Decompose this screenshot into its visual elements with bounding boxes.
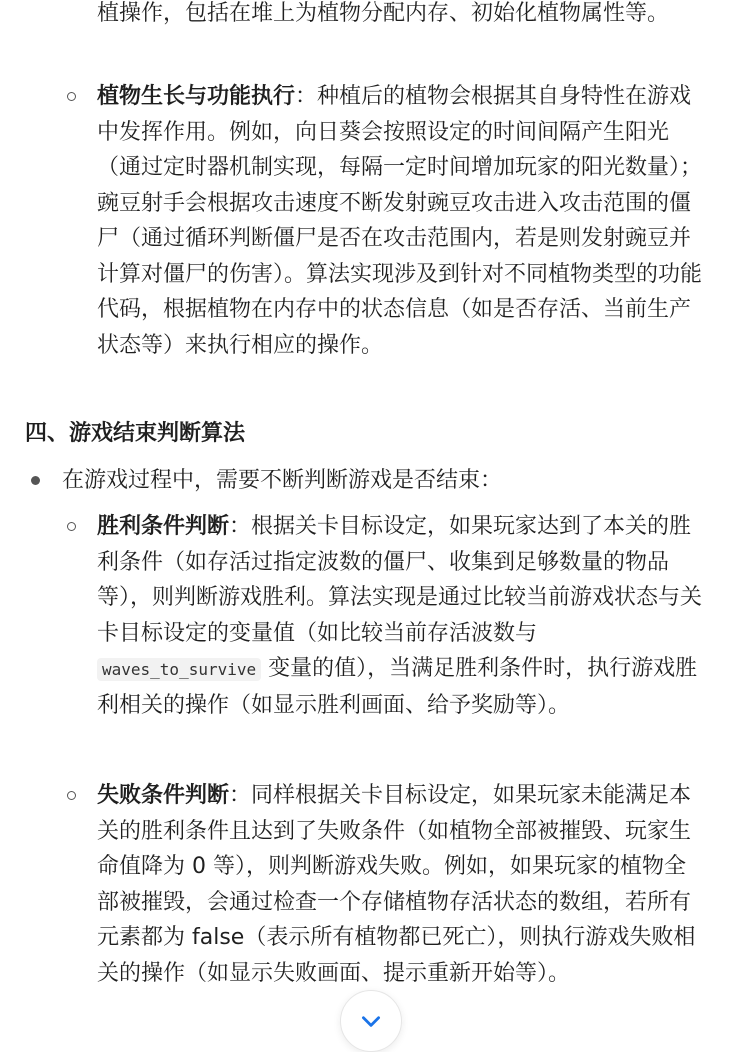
item-title: 失败条件判断: [97, 783, 230, 808]
item-body: ：种植后的植物会根据其自身特性在游戏中发挥作用。例如，向日葵会按照设定的时间间隔产生阳光（通过定时器机制实现，每隔一定时间增加玩家的阳光数量）；豌豆射手会根据攻击速度不断发射豌豆攻击进入攻击范围的僵尸（通过循环判断僵尸是否在攻击范围内，若是则发射豌豆并计算对僵尸的伤害）。算法实现涉及到针对不同植物类型的功能代码，根据植物在内存中的状态信息（如是否存活、当前生产状态等）来执行相应的操作。: [97, 84, 703, 358]
chevron-down-icon: [358, 1008, 384, 1034]
list-item-continuation: [97, 0, 707, 32]
item-body-continued: 变量的值），当满足胜利条件时，执行游戏胜利相关的操作（如显示胜利画面、给予奖励等）。: [97, 656, 698, 718]
bullet-icon: [31, 476, 40, 485]
scroll-down-button[interactable]: [340, 990, 402, 1052]
hollow-bullet-icon: [67, 522, 76, 531]
item-title: 植物生长与功能执行: [97, 84, 296, 109]
continuation-text: 植操作，包括在堆上为植物分配内存、初始化植物属性等。: [97, 1, 670, 26]
hollow-bullet-icon: [67, 791, 76, 800]
item-title: 胜利条件判断: [97, 514, 230, 539]
section-heading: 四、游戏结束判断算法: [25, 421, 246, 446]
list-item-win-condition: [97, 509, 707, 723]
list-item-intro: 在游戏过程中，需要不断判断游戏是否结束：: [62, 468, 503, 493]
item-body: ：同样根据关卡目标设定，如果玩家未能满足本关的胜利条件且达到了失败条件（如植物全部被摧毁、玩家生命值降为 0 等），则判断游戏失败。例如，如果玩家的植物全部被摧毁，会通过检查一个存储植物存活状态的数组，若所有元素都为 false（表示所有植物都已死亡），则执行游戏失败相关的操作（如显示失败画面、提示重新开始等）。: [97, 783, 696, 986]
item-body: ：根据关卡目标设定，如果玩家达到了本关的胜利条件（如存活过指定波数的僵尸、收集到足够数量的物品等），则判断游戏胜利。算法实现是通过比较当前游戏状态与关卡目标设定的变量值（如比较当前存活波数与: [97, 514, 703, 646]
list-item-lose-condition: [97, 778, 707, 991]
hollow-bullet-icon: [67, 92, 76, 101]
inline-code: waves_to_survive: [97, 658, 261, 681]
list-item-plant-growth: [97, 79, 707, 363]
